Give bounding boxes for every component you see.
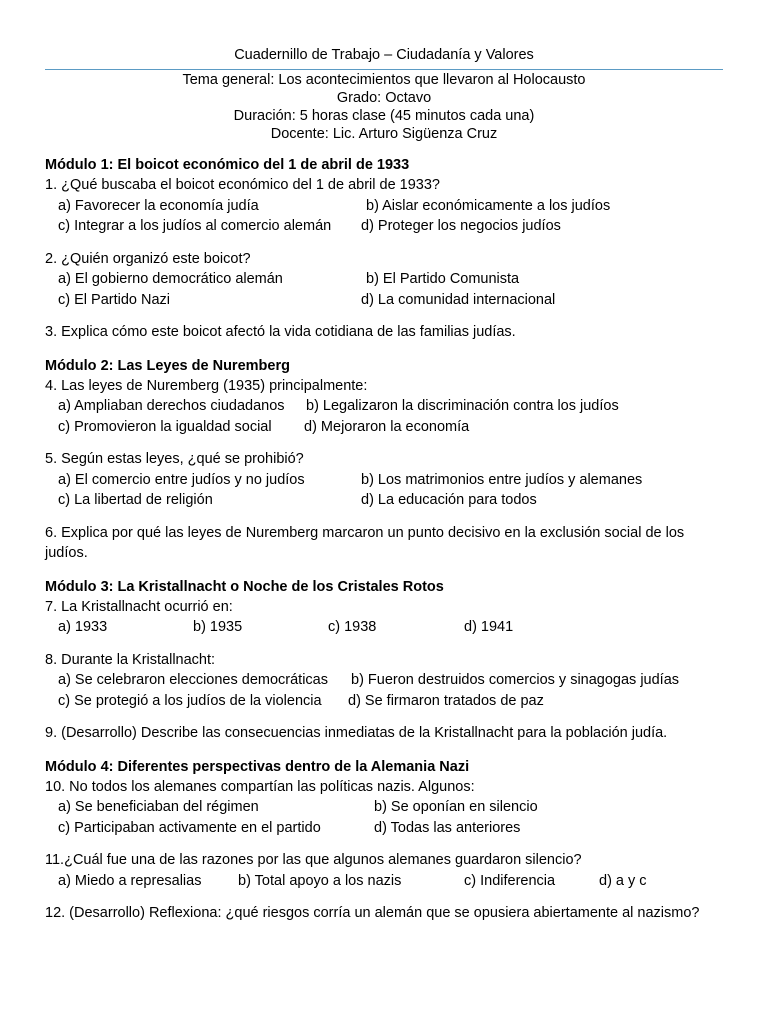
options-row: [45, 818, 723, 839]
option-a: a) Miedo a represalias: [58, 872, 202, 889]
options-row: [45, 670, 723, 691]
teacher-line: Docente: Lic. Arturo Sigüenza Cruz: [270, 126, 498, 142]
options-row: [45, 396, 723, 417]
option-d: d) La comunidad internacional: [361, 291, 556, 308]
options-row: [45, 871, 723, 892]
options-row: [45, 490, 723, 511]
question-stem: 6. Explica por qué las leyes de Nuremberg marcaron un punto decisivo en la exclusión social de los judíos.: [45, 524, 685, 561]
option-c: c) 1938: [328, 619, 377, 635]
option-c: c) La libertad de religión: [58, 492, 213, 508]
options-row: [45, 470, 723, 491]
worksheet-body: [45, 155, 723, 924]
option-c: c) Se protegió a los judíos de la violencia: [58, 692, 322, 709]
option-b: b) Se oponían en silencio: [374, 799, 538, 815]
module-title: Módulo 1: El boicot económico del 1 de abril de 1933: [45, 157, 410, 173]
question-stem: 8. Durante la Kristallnacht:: [45, 651, 216, 668]
option-b: b) Aislar económicamente a los judíos: [366, 197, 611, 214]
question-2: [45, 249, 723, 311]
question-10: [45, 777, 723, 839]
question-stem: 12. (Desarrollo) Reflexiona: ¿qué riesgos corría un alemán que se opusiera abiertamente al nazismo?: [45, 905, 700, 921]
option-c: c) El Partido Nazi: [58, 291, 171, 308]
module-2: [45, 356, 723, 564]
question-12: [45, 903, 723, 924]
option-c: c) Indiferencia: [464, 872, 556, 889]
option-b: b) El Partido Comunista: [366, 271, 520, 287]
option-c: c) Participaban activamente en el partido: [58, 819, 321, 836]
module-title: Módulo 3: La Kristallnacht o Noche de los Cristales Rotos: [45, 578, 444, 595]
option-a: a) El comercio entre judíos y no judíos: [58, 471, 305, 488]
options-row: [45, 617, 723, 638]
question-7: [45, 597, 723, 638]
question-stem: 2. ¿Quién organizó este boicot?: [45, 250, 251, 267]
module-3: [45, 577, 723, 744]
duration-line: Duración: 5 horas clase (45 minutos cada una): [233, 108, 535, 124]
option-d: d) Proteger los negocios judíos: [361, 218, 561, 234]
question-8: [45, 650, 723, 712]
document-title: Cuadernillo de Trabajo – Ciudadanía y Valores: [234, 47, 534, 63]
question-stem: 4. Las leyes de Nuremberg (1935) principalmente:: [45, 377, 368, 394]
options-row: [45, 290, 723, 311]
option-b: b) Total apoyo a los nazis: [238, 872, 402, 889]
option-a: a) 1933: [58, 619, 108, 635]
question-11: [45, 850, 723, 891]
options-row: [45, 216, 723, 237]
question-1: [45, 175, 723, 237]
option-a: a) Favorecer la economía judía: [58, 197, 259, 214]
question-3: [45, 322, 723, 343]
option-c: c) Promovieron la igualdad social: [58, 418, 272, 435]
document-meta: [45, 71, 723, 143]
question-stem: 5. Según estas leyes, ¿qué se prohibió?: [45, 451, 304, 467]
module-title: Módulo 2: Las Leyes de Nuremberg: [45, 357, 290, 374]
question-4: [45, 376, 723, 438]
header-divider: [45, 69, 723, 70]
question-stem: 11.¿Cuál fue una de las razones por las que algunos alemanes guardaron silencio?: [45, 852, 582, 868]
option-d: d) 1941: [464, 619, 514, 635]
grade-line: Grado: Octavo: [336, 90, 432, 106]
option-d: d) Mejoraron la economía: [304, 418, 470, 435]
option-b: b) Los matrimonios entre judíos y alemanes: [361, 471, 643, 488]
option-a: a) Ampliaban derechos ciudadanos: [58, 398, 285, 414]
options-row: [45, 269, 723, 290]
option-a: a) Se celebraron elecciones democráticas: [58, 672, 328, 688]
question-stem: 1. ¿Qué buscaba el boicot económico del 1 de abril de 1933?: [45, 177, 440, 193]
question-stem: 9. (Desarrollo) Describe las consecuencias inmediatas de la Kristallnacht para la población judía.: [45, 725, 668, 741]
option-b: b) 1935: [193, 619, 243, 635]
question-stem: 10. No todos los alemanes compartían las políticas nazis. Algunos:: [45, 778, 475, 795]
option-b: b) Fueron destruidos comercios y sinagogas judías: [351, 672, 680, 688]
module-4: [45, 757, 723, 924]
option-c: c) Integrar a los judíos al comercio alemán: [58, 218, 332, 234]
option-d: d) a y c: [599, 872, 647, 889]
topic-line: Tema general: Los acontecimientos que llevaron al Holocausto: [182, 72, 586, 88]
question-6: [45, 523, 723, 564]
option-d: d) Se firmaron tratados de paz: [348, 692, 544, 709]
option-b: b) Legalizaron la discriminación contra los judíos: [306, 398, 619, 414]
question-9: [45, 723, 723, 744]
question-stem: 7. La Kristallnacht ocurrió en:: [45, 598, 233, 615]
options-row: [45, 417, 723, 438]
option-d: d) Todas las anteriores: [374, 819, 521, 836]
module-title: Módulo 4: Diferentes perspectivas dentro de la Alemania Nazi: [45, 758, 470, 775]
options-row: [45, 196, 723, 217]
options-row: [45, 797, 723, 818]
option-d: d) La educación para todos: [361, 492, 537, 508]
option-a: a) Se beneficiaban del régimen: [58, 799, 259, 815]
question-5: [45, 449, 723, 511]
option-a: a) El gobierno democrático alemán: [58, 271, 283, 287]
question-stem: 3. Explica cómo este boicot afectó la vida cotidiana de las familias judías.: [45, 324, 516, 340]
module-1: [45, 155, 723, 343]
options-row: [45, 691, 723, 712]
